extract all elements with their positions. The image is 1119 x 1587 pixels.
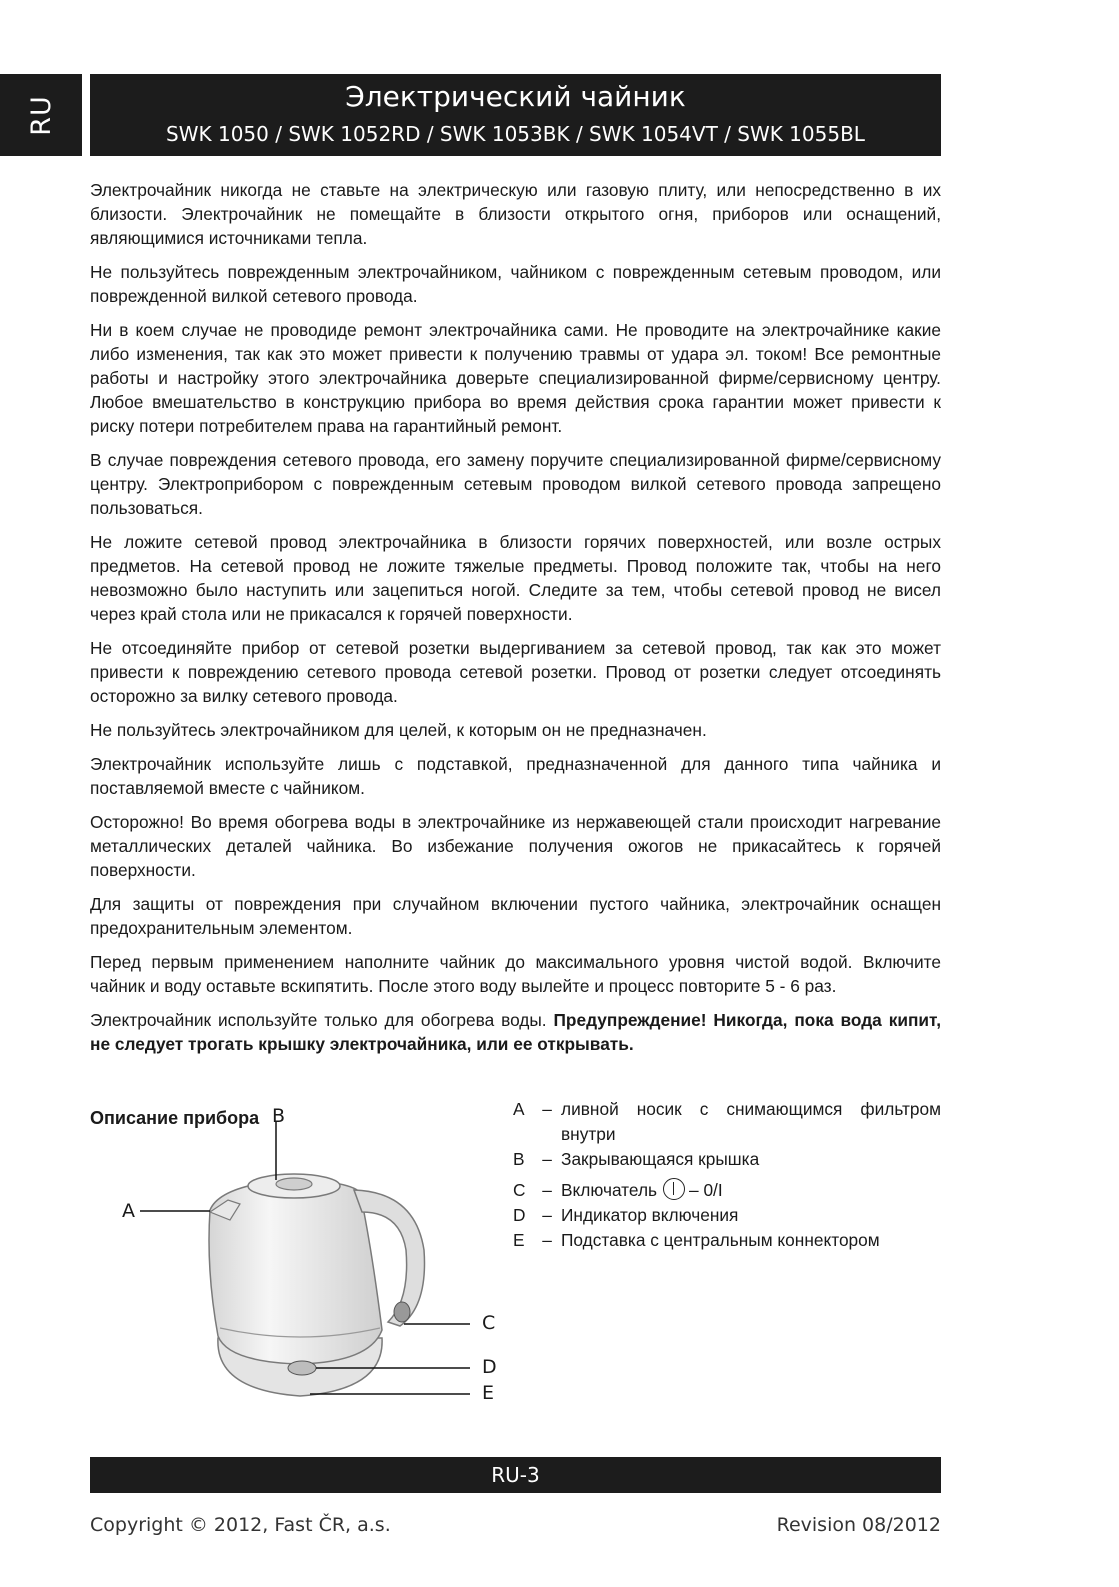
power-switch-icon <box>663 1178 685 1200</box>
kettle-diagram <box>110 1100 510 1420</box>
paragraph: Не пользуйтесь поврежденным электрочайником, чайником с поврежденным сетевым проводом, или поврежденной вилкой сетевого провода. <box>90 262 941 306</box>
part-letter: C <box>513 1180 526 1200</box>
safety-instructions <box>90 178 941 1066</box>
language-label: RU <box>25 94 57 136</box>
copyright: Copyright © 2012, Fast ČR, a.s. <box>90 1514 391 1536</box>
page-title: Электрический чайник <box>345 80 686 113</box>
page-number-bar <box>90 1457 941 1493</box>
part-text: ливной носик с снимающимся фильтром внутри <box>561 1099 941 1144</box>
warning-text: Предупреждение! Никогда, пока вода кипит, не следует трогать крышку электрочайника, или ее открывать. <box>90 1010 941 1054</box>
part-dash: – <box>542 1149 552 1169</box>
part-text: Закрывающаяся крышка <box>561 1149 760 1169</box>
part-letter: E <box>513 1230 525 1250</box>
part-dash: – <box>542 1180 552 1200</box>
part-letter: B <box>513 1149 525 1169</box>
part-letter: D <box>513 1205 526 1225</box>
list-item <box>513 1203 941 1228</box>
part-suffix: – 0/I <box>689 1180 723 1200</box>
language-tab <box>0 74 82 156</box>
part-text: Индикатор включения <box>561 1205 739 1225</box>
description-title: Описание прибора <box>90 1108 260 1128</box>
diagram-label-b: B <box>272 1105 286 1127</box>
paragraph: Ни в коем случае не проводиде ремонт электрочайника сами. Не проводите на электрочайнике какие либо изменения, так как это может привести к получению травмы от удара эл. током! Все ремонтные работы и настройку этого электрочайника доверьте специализированной фирме/сервисному центру. Любое вмешательство в конструкцию прибора во время действия срока гарантии может привести к риску потери потребителем права на гарантийный ремонт. <box>90 320 941 436</box>
model-list: SWK 1050 / SWK 1052RD / SWK 1053BK / SWK 1054VT / SWK 1055BL <box>166 122 865 146</box>
paragraph: Электрочайник используйте лишь с подставкой, предназначенной для данного типа чайника и поставляемой вместе с чайником. <box>90 754 941 798</box>
paragraph: В случае повреждения сетевого провода, его замену поручите специализированной фирме/сервисному центру. Электроприбором с поврежденным сетевым проводом вилкой сетевого провода запрещено пользоваться. <box>90 450 941 518</box>
paragraph: Не пользуйтесь электрочайником для целей, к которым он не предназначен. <box>90 720 707 740</box>
paragraph: Для защиты от повреждения при случайном включении пустого чайника, электрочайник оснащен предохранительным элементом. <box>90 894 941 938</box>
list-item <box>513 1178 941 1203</box>
part-text: Подставка с центральным коннектором <box>561 1230 880 1250</box>
part-dash: – <box>542 1230 552 1250</box>
part-text: Включатель <box>561 1180 658 1200</box>
part-letter: A <box>513 1099 525 1119</box>
paragraph: Не отсоединяйте прибор от сетевой розетки выдергиванием за сетевой провод, так как это может привести к повреждению сетевого провода сетевой розетки. Провод от розетки следует отсоединять осторожно за вилку сетевого провода. <box>90 638 941 706</box>
part-dash: – <box>542 1099 552 1119</box>
diagram-label-a: A <box>122 1200 135 1222</box>
warning-paragraph <box>90 1008 941 1056</box>
parts-list <box>513 1097 941 1253</box>
diagram-label-d: D <box>482 1356 497 1378</box>
paragraph: Осторожно! Во время обогрева воды в электрочайнике из нержавеющей стали происходит нагревание металлических деталей чайника. Во избежание получения ожогов не прикасайтесь к горячей поверхности. <box>90 812 941 880</box>
part-dash: – <box>542 1205 552 1225</box>
revision: Revision 08/2012 <box>776 1514 941 1536</box>
kettle-illustration <box>110 1100 510 1420</box>
paragraph: Перед первым применением наполните чайник до максимального уровня чистой водой. Включите чайник и воду оставьте вскипятить. После этого воду вылейте и процесс повторите 5 - 6 раз. <box>90 952 941 996</box>
list-item <box>513 1097 941 1147</box>
paragraph: Электрочайник никогда не ставьте на электрическую или газовую плиту, или непосредственно в их близости. Электрочайник не помещайте в близости открытого огня, приборов или оснащений, являющимися источниками тепла. <box>90 180 941 248</box>
diagram-label-c: C <box>482 1312 496 1334</box>
page-number: RU-3 <box>491 1463 540 1487</box>
list-item <box>513 1147 941 1172</box>
page-header <box>90 74 941 156</box>
paragraph: Не ложите сетевой провод электрочайника в близости горячих поверхностей, или возле острых предметов. На сетевой провод не ложите тяжелые предметы. Провод положите так, чтобы на него невозможно было наступить или зацепиться ногой. Следите за тем, чтобы сетевой провод не висел через край стола или не прикасался к горячей поверхности. <box>90 532 941 624</box>
diagram-label-e: E <box>482 1382 495 1404</box>
part-text-with-icon <box>561 1178 941 1203</box>
list-item <box>513 1228 941 1253</box>
warning-intro: Электрочайник используйте только для обогрева воды. <box>90 1010 554 1030</box>
